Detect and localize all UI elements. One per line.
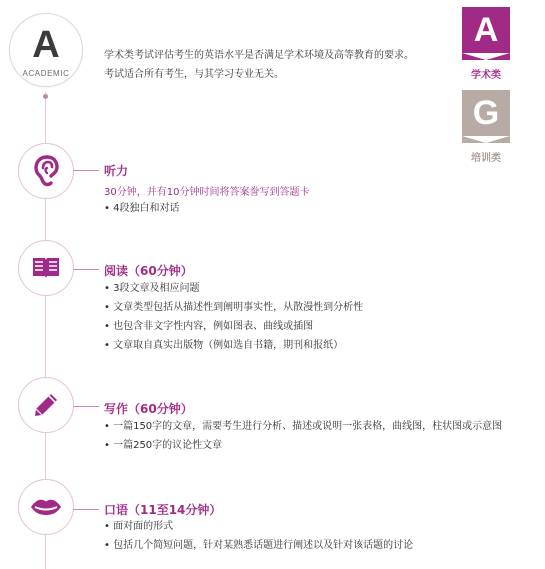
list-item: • 包括几个简短问题，针对某熟悉话题进行阐述以及针对该话题的讨论 bbox=[104, 540, 414, 551]
speaking-icon-badge bbox=[18, 479, 74, 535]
reading-title: 阅读（60分钟） bbox=[104, 264, 193, 278]
reading-icon-badge bbox=[18, 240, 74, 296]
listening-note: 30分钟，并有10分钟时间将答案誊写到答题卡 bbox=[104, 187, 310, 198]
listening-title: 听力 bbox=[104, 164, 129, 178]
speaking-connector bbox=[73, 509, 99, 510]
reading-bullets bbox=[104, 279, 544, 355]
listening-bullets bbox=[104, 199, 544, 218]
list-item: • 一篇250字的议论性文章 bbox=[104, 440, 223, 451]
reading-connector bbox=[73, 269, 99, 270]
list-item: • 也包含非文字性内容，例如图表、曲线或插图 bbox=[104, 321, 314, 332]
academic-badge bbox=[9, 13, 83, 87]
writing-icon-badge bbox=[18, 377, 74, 433]
list-item: • 面对面的形式 bbox=[104, 521, 174, 532]
list-item: • 文章类型包括从描述性到阐明事实性，从散漫性到分析性 bbox=[104, 302, 364, 313]
general-training-tag-fold bbox=[462, 136, 510, 143]
speaking-title: 口语（11至14分钟） bbox=[104, 503, 222, 517]
writing-title: 写作（60分钟） bbox=[104, 402, 193, 416]
academic-tag[interactable]: A bbox=[462, 7, 510, 53]
book-icon bbox=[31, 256, 61, 280]
list-item: • 一篇150字的文章，需要考生进行分析、描述或说明一张表格，曲线图，柱状图或示意图 bbox=[104, 421, 503, 432]
pencil-icon bbox=[32, 391, 60, 419]
academic-tag-label[interactable]: 学术类 bbox=[471, 70, 501, 81]
timeline-dot bbox=[43, 94, 48, 99]
writing-bullets bbox=[104, 417, 544, 455]
speaking-bullets bbox=[104, 517, 544, 555]
list-item: • 文章取自真实出版物（例如选自书籍，期刊和报纸） bbox=[104, 340, 344, 351]
general-training-tag-label[interactable]: 培训类 bbox=[471, 153, 501, 164]
academic-badge-letter: A bbox=[32, 24, 60, 66]
academic-badge-caption: ACADEMIC bbox=[22, 69, 70, 78]
intro-line-1: 学术类考试评估考生的英语水平是否满足学术环境及高等教育的要求。 bbox=[104, 50, 414, 61]
ear-icon bbox=[31, 154, 61, 188]
intro-line-2: 考试适合所有考生，与其学习专业无关。 bbox=[104, 69, 284, 80]
academic-tag-fold bbox=[462, 53, 510, 60]
writing-connector bbox=[73, 406, 99, 407]
listening-icon-badge bbox=[18, 143, 74, 199]
listening-connector bbox=[73, 170, 99, 171]
intro-text bbox=[104, 46, 449, 84]
list-item: • 3段文章及相应问题 bbox=[104, 283, 200, 294]
lips-icon bbox=[29, 497, 63, 517]
general-training-tag[interactable]: G bbox=[462, 90, 510, 136]
list-item: • 4段独白和对话 bbox=[104, 203, 180, 214]
